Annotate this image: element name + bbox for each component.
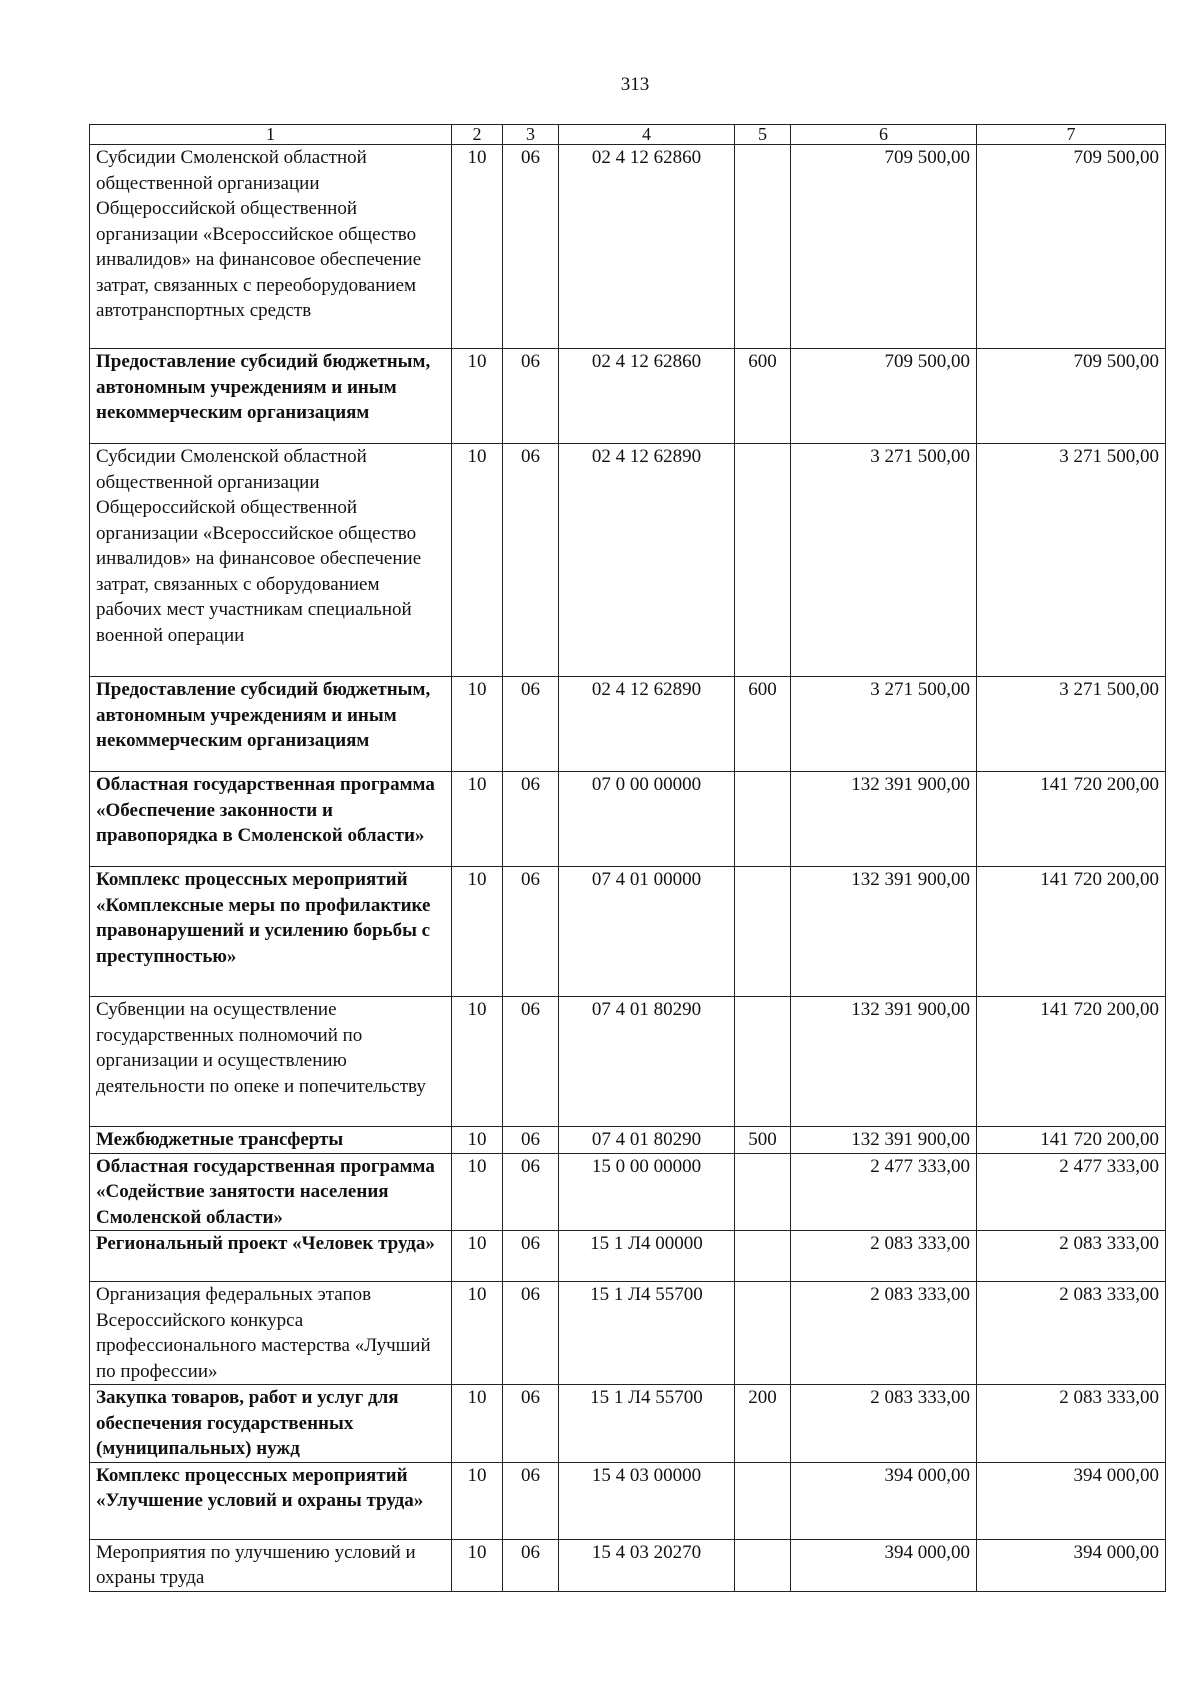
- row-name-cell: Комплекс процессных мероприятий «Комплексные меры по профилактике правонарушений и усилению борьбы с преступностью»: [90, 867, 452, 997]
- subsection-code-cell: 06: [503, 867, 559, 997]
- section-code-cell: 10: [452, 1462, 503, 1539]
- section-code-cell: 10: [452, 444, 503, 677]
- section-code-cell: 10: [452, 1282, 503, 1385]
- section-code-cell: 10: [452, 997, 503, 1127]
- row-name-cell: Областная государственная программа «Обеспечение законности и правопорядка в Смоленской области»: [90, 772, 452, 867]
- subsection-code-cell: 06: [503, 677, 559, 772]
- table-row: [90, 677, 1166, 772]
- section-code-cell: 10: [452, 772, 503, 867]
- table-row: [90, 1231, 1166, 1282]
- target-article-cell: 07 4 01 00000: [559, 867, 735, 997]
- expense-type-cell: 200: [735, 1385, 791, 1463]
- amount-year2-cell: 141 720 200,00: [977, 867, 1166, 997]
- expense-type-cell: [735, 444, 791, 677]
- subsection-code-cell: 06: [503, 1282, 559, 1385]
- amount-year2-cell: 709 500,00: [977, 145, 1166, 349]
- amount-year1-cell: 132 391 900,00: [791, 997, 977, 1127]
- expense-type-cell: [735, 772, 791, 867]
- subsection-code-cell: 06: [503, 349, 559, 444]
- target-article-cell: 15 1 Л4 55700: [559, 1385, 735, 1463]
- amount-year2-cell: 2 083 333,00: [977, 1231, 1166, 1282]
- target-article-cell: 07 4 01 80290: [559, 1127, 735, 1154]
- target-article-cell: 02 4 12 62860: [559, 349, 735, 444]
- subsection-code-cell: 06: [503, 444, 559, 677]
- section-code-cell: 10: [452, 1231, 503, 1282]
- table-body: [90, 145, 1166, 1592]
- table-row: [90, 1282, 1166, 1385]
- header-cell: 6: [791, 125, 977, 145]
- amount-year2-cell: 394 000,00: [977, 1539, 1166, 1591]
- budget-table: [89, 124, 1166, 1592]
- table-row: [90, 1127, 1166, 1154]
- table-row: [90, 867, 1166, 997]
- section-code-cell: 10: [452, 867, 503, 997]
- amount-year2-cell: 394 000,00: [977, 1462, 1166, 1539]
- table-row: [90, 1462, 1166, 1539]
- header-cell: 7: [977, 125, 1166, 145]
- amount-year1-cell: 2 477 333,00: [791, 1153, 977, 1231]
- section-code-cell: 10: [452, 145, 503, 349]
- amount-year1-cell: 132 391 900,00: [791, 772, 977, 867]
- subsection-code-cell: 06: [503, 145, 559, 349]
- amount-year1-cell: 132 391 900,00: [791, 867, 977, 997]
- amount-year2-cell: 2 083 333,00: [977, 1385, 1166, 1463]
- row-name-cell: Региональный проект «Человек труда»: [90, 1231, 452, 1282]
- section-code-cell: 10: [452, 677, 503, 772]
- row-name-cell: Мероприятия по улучшению условий и охраны труда: [90, 1539, 452, 1591]
- section-code-cell: 10: [452, 1539, 503, 1591]
- amount-year2-cell: 2 477 333,00: [977, 1153, 1166, 1231]
- row-name-cell: Предоставление субсидий бюджетным, автономным учреждениям и иным некоммерческим организациям: [90, 349, 452, 444]
- target-article-cell: 15 1 Л4 00000: [559, 1231, 735, 1282]
- amount-year1-cell: 709 500,00: [791, 145, 977, 349]
- amount-year2-cell: 3 271 500,00: [977, 677, 1166, 772]
- subsection-code-cell: 06: [503, 1127, 559, 1154]
- row-name-cell: Предоставление субсидий бюджетным, автономным учреждениям и иным некоммерческим организациям: [90, 677, 452, 772]
- header-row: [90, 125, 1166, 145]
- page-number: 313: [620, 74, 650, 95]
- header-cell: 2: [452, 125, 503, 145]
- table-row: [90, 444, 1166, 677]
- amount-year2-cell: 2 083 333,00: [977, 1282, 1166, 1385]
- header-cell: 5: [735, 125, 791, 145]
- amount-year1-cell: 3 271 500,00: [791, 677, 977, 772]
- amount-year2-cell: 141 720 200,00: [977, 997, 1166, 1127]
- table-row: [90, 1153, 1166, 1231]
- subsection-code-cell: 06: [503, 1462, 559, 1539]
- amount-year1-cell: 2 083 333,00: [791, 1385, 977, 1463]
- target-article-cell: 02 4 12 62890: [559, 677, 735, 772]
- amount-year1-cell: 394 000,00: [791, 1462, 977, 1539]
- expense-type-cell: [735, 1282, 791, 1385]
- amount-year1-cell: 709 500,00: [791, 349, 977, 444]
- row-name-cell: Субсидии Смоленской областной общественной организации Общероссийской общественной организации «Всероссийское общество инвалидов» на финансовое обеспечение затрат, связанных с оборудованием рабочих мест участникам специальной военной операции: [90, 444, 452, 677]
- target-article-cell: 07 0 00 00000: [559, 772, 735, 867]
- expense-type-cell: [735, 997, 791, 1127]
- amount-year2-cell: 141 720 200,00: [977, 1127, 1166, 1154]
- target-article-cell: 15 0 00 00000: [559, 1153, 735, 1231]
- expense-type-cell: [735, 145, 791, 349]
- subsection-code-cell: 06: [503, 1153, 559, 1231]
- table-row: [90, 349, 1166, 444]
- subsection-code-cell: 06: [503, 997, 559, 1127]
- table-row: [90, 145, 1166, 349]
- amount-year1-cell: 2 083 333,00: [791, 1282, 977, 1385]
- table-row: [90, 1539, 1166, 1591]
- section-code-cell: 10: [452, 1385, 503, 1463]
- amount-year1-cell: 2 083 333,00: [791, 1231, 977, 1282]
- header-cell: 4: [559, 125, 735, 145]
- subsection-code-cell: 06: [503, 1385, 559, 1463]
- amount-year1-cell: 132 391 900,00: [791, 1127, 977, 1154]
- row-name-cell: Межбюджетные трансферты: [90, 1127, 452, 1154]
- target-article-cell: 02 4 12 62860: [559, 145, 735, 349]
- table-row: [90, 997, 1166, 1127]
- target-article-cell: 15 1 Л4 55700: [559, 1282, 735, 1385]
- amount-year1-cell: 394 000,00: [791, 1539, 977, 1591]
- header-cell: 3: [503, 125, 559, 145]
- subsection-code-cell: 06: [503, 1231, 559, 1282]
- expense-type-cell: [735, 1462, 791, 1539]
- amount-year1-cell: 3 271 500,00: [791, 444, 977, 677]
- target-article-cell: 15 4 03 20270: [559, 1539, 735, 1591]
- row-name-cell: Областная государственная программа «Содействие занятости населения Смоленской области»: [90, 1153, 452, 1231]
- row-name-cell: Комплекс процессных мероприятий «Улучшение условий и охраны труда»: [90, 1462, 452, 1539]
- target-article-cell: 02 4 12 62890: [559, 444, 735, 677]
- row-name-cell: Закупка товаров, работ и услуг для обеспечения государственных (муниципальных) нужд: [90, 1385, 452, 1463]
- section-code-cell: 10: [452, 1153, 503, 1231]
- table-row: [90, 772, 1166, 867]
- amount-year2-cell: 709 500,00: [977, 349, 1166, 444]
- header-cell: 1: [90, 125, 452, 145]
- row-name-cell: Субсидии Смоленской областной общественной организации Общероссийской общественной организации «Всероссийское общество инвалидов» на финансовое обеспечение затрат, связанных с переоборудованием автотранспортных средств: [90, 145, 452, 349]
- section-code-cell: 10: [452, 349, 503, 444]
- expense-type-cell: [735, 1539, 791, 1591]
- subsection-code-cell: 06: [503, 1539, 559, 1591]
- table-row: [90, 1385, 1166, 1463]
- expense-type-cell: [735, 867, 791, 997]
- row-name-cell: Субвенции на осуществление государственных полномочий по организации и осуществлению деятельности по опеке и попечительству: [90, 997, 452, 1127]
- expense-type-cell: [735, 1231, 791, 1282]
- section-code-cell: 10: [452, 1127, 503, 1154]
- expense-type-cell: 500: [735, 1127, 791, 1154]
- target-article-cell: 15 4 03 00000: [559, 1462, 735, 1539]
- amount-year2-cell: 3 271 500,00: [977, 444, 1166, 677]
- subsection-code-cell: 06: [503, 772, 559, 867]
- expense-type-cell: 600: [735, 349, 791, 444]
- expense-type-cell: [735, 1153, 791, 1231]
- amount-year2-cell: 141 720 200,00: [977, 772, 1166, 867]
- expense-type-cell: 600: [735, 677, 791, 772]
- row-name-cell: Организация федеральных этапов Всероссийского конкурса профессионального мастерства «Лучший по профессии»: [90, 1282, 452, 1385]
- target-article-cell: 07 4 01 80290: [559, 997, 735, 1127]
